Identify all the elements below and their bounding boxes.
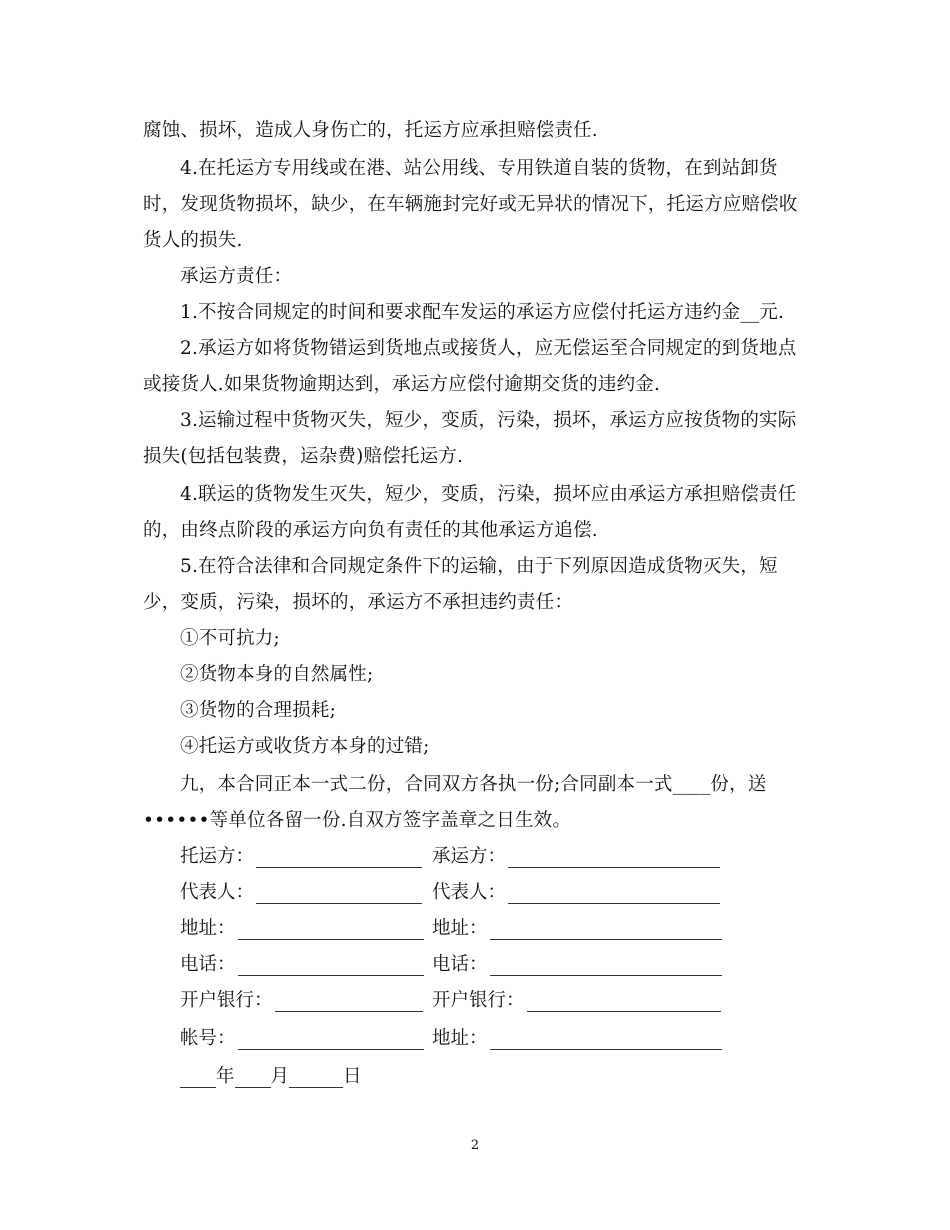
- day-label: 日: [343, 1066, 362, 1087]
- signature-left: [180, 954, 424, 976]
- blank-field[interactable]: [256, 849, 422, 868]
- year-label: 年: [216, 1066, 235, 1087]
- list-item: ④托运方或收货方本身的过错;: [180, 736, 430, 757]
- field-label: 地址：: [432, 918, 488, 939]
- blank-field[interactable]: [490, 957, 722, 976]
- paragraph-line: 或接货人.如果货物逾期达到，承运方应偿付逾期交货的违约金.: [143, 374, 661, 395]
- paragraph-line: 时，发现货物损坏，缺少，在车辆施封完好或无异状的情况下，托运方应赔偿收: [143, 194, 798, 215]
- paragraph-line: 4.在托运方专用线或在港、站公用线、专用铁道自装的货物，在到站卸货: [180, 158, 778, 179]
- blank-field[interactable]: [490, 1031, 722, 1050]
- month-label: 月: [270, 1066, 290, 1087]
- signature-right: [432, 846, 720, 868]
- blank-field[interactable]: [508, 849, 720, 868]
- paragraph-line: 货人的损失.: [143, 230, 243, 251]
- field-label: 托运方：: [180, 846, 255, 867]
- signature-left: [180, 918, 424, 940]
- field-label: 开户银行：: [432, 990, 525, 1011]
- field-label: 代表人：: [180, 882, 255, 903]
- signature-left: [180, 1028, 424, 1050]
- field-label: 地址：: [432, 1028, 488, 1049]
- month-blank[interactable]: [235, 1069, 271, 1088]
- signature-right: [432, 918, 722, 940]
- signature-left: [180, 990, 423, 1012]
- paragraph-line: 2.承运方如将货物错运到货地点或接货人，应无偿运至合同规定的到货地点: [180, 338, 797, 359]
- paragraph-line: ••••••等单位各留一份.自双方签字盖章之日生效。: [143, 810, 572, 831]
- year-blank[interactable]: [180, 1069, 216, 1088]
- paragraph-line: 4.联运的货物发生灭失，短少，变质，污染，损坏应由承运方承担赔偿责任: [180, 484, 797, 505]
- blank-field[interactable]: [490, 921, 722, 940]
- blank-field[interactable]: [256, 885, 422, 904]
- blank-field[interactable]: [508, 885, 720, 904]
- paragraph-line: 3.运输过程中货物灭失，短少，变质，污染，损坏，承运方应按货物的实际: [180, 410, 797, 431]
- paragraph-line: 的，由终点阶段的承运方向负有责任的其他承运方追偿.: [143, 520, 598, 541]
- blank-field[interactable]: [238, 957, 424, 976]
- field-label: 承运方：: [432, 846, 507, 867]
- page-number: 2: [470, 1138, 480, 1153]
- list-item: ③货物的合理损耗;: [180, 700, 337, 721]
- field-label: 电话：: [432, 954, 488, 975]
- signature-right: [432, 1028, 722, 1050]
- field-label: 帐号：: [180, 1028, 236, 1049]
- signature-left: [180, 882, 422, 904]
- blank-field[interactable]: [238, 921, 424, 940]
- day-blank[interactable]: [289, 1069, 343, 1088]
- blank-field[interactable]: [275, 993, 423, 1012]
- signature-right: [432, 990, 721, 1012]
- paragraph-line: 少，变质，污染，损坏的，承运方不承担违约责任：: [143, 592, 574, 613]
- paragraph-line: 损失(包括包装费，运杂费)赔偿托运方.: [143, 446, 464, 467]
- field-label: 地址：: [180, 918, 236, 939]
- section-heading: 承运方责任：: [180, 266, 293, 287]
- list-item: ②货物本身的自然属性;: [180, 664, 374, 685]
- signature-right: [432, 954, 722, 976]
- signature-right: [432, 882, 720, 904]
- blank-field[interactable]: [527, 993, 721, 1012]
- paragraph-line: 九，本合同正本一式二份，合同双方各执一份;合同副本一式____份，送: [180, 774, 767, 795]
- signature-left: [180, 846, 422, 868]
- blank-field[interactable]: [238, 1031, 424, 1050]
- list-item: ①不可抗力;: [180, 628, 280, 649]
- paragraph-line: 1.不按合同规定的时间和要求配车发运的承运方应偿付托运方违约金__元.: [180, 302, 785, 323]
- field-label: 代表人：: [432, 882, 507, 903]
- date-line: [180, 1066, 362, 1088]
- field-label: 开户银行：: [180, 990, 273, 1011]
- paragraph-line: 腐蚀、损坏，造成人身伤亡的，托运方应承担赔偿责任.: [143, 120, 598, 141]
- field-label: 电话：: [180, 954, 236, 975]
- paragraph-line: 5.在符合法律和合同规定条件下的运输，由于下列原因造成货物灭失，短: [180, 556, 778, 577]
